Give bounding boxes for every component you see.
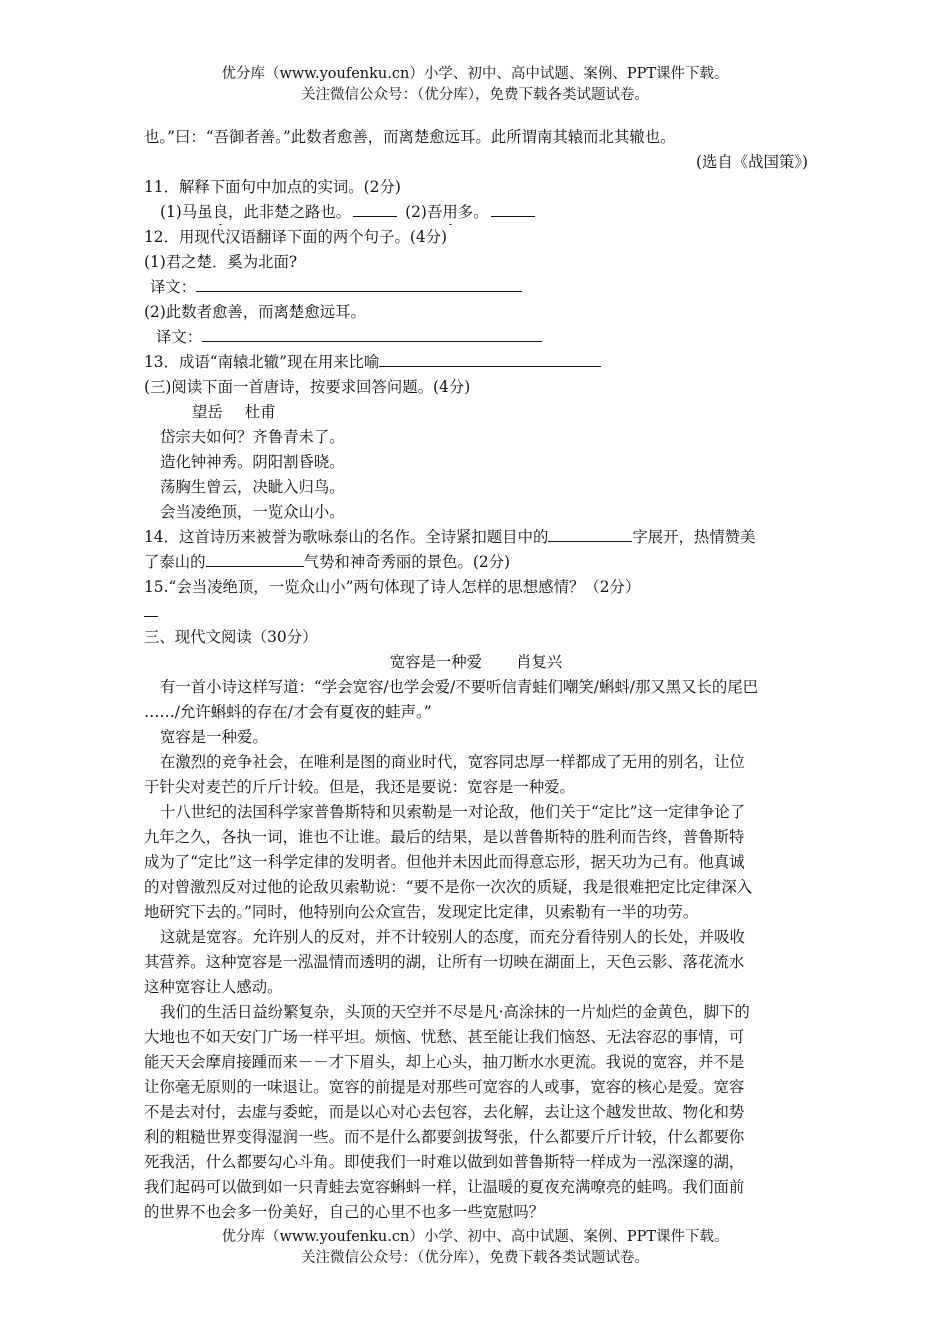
page-footer — [0, 1227, 950, 1269]
poem-line: 会当凌绝顶，一览众山小。 — [160, 503, 345, 521]
essay-line: 利的粗糙世界变得湿润一些。而不是什么都要剑拔弩张，什么都要斤斤计较，什么都要你 — [144, 1128, 745, 1146]
question-13 — [144, 350, 808, 375]
question-14-text-b: 字展开，热情赞美 — [632, 528, 756, 546]
q11-item1-suffix: ，此非楚之路也。 — [228, 203, 352, 221]
question-13-text: 13．成语“南辕北辙”现在用来比喻 — [144, 353, 380, 371]
question-11-items — [144, 200, 808, 225]
poem-section-intro: (三)阅读下面一首唐诗，按要求回答问题。(4分) — [144, 378, 471, 396]
section-3-heading: 三、现代文阅读（30分） — [144, 628, 318, 646]
translation-blank-1[interactable] — [196, 275, 522, 292]
page-header — [0, 64, 950, 106]
poem-author: 杜甫 — [244, 403, 276, 421]
essay-line: 这就是宽容。允许别人的反对，并不计较别人的态度，而充分看待别人的长处，并吸收 — [160, 928, 745, 946]
question-14-blank-2[interactable] — [206, 550, 304, 567]
question-14-line-2 — [144, 550, 808, 575]
q11-item1-dotted-char: 良 — [213, 200, 228, 225]
essay-line: 让你毫无原则的一味退让。宽容的前提是对那些可宽容的人或事，宽容的核心是爱。宽容 — [144, 1078, 745, 1096]
essay-line: 在激烈的竞争社会，在唯利是图的商业时代，宽容同忠厚一样都成了无用的别名，让位 — [160, 753, 745, 771]
essay-line: 这种宽容让人感动。 — [144, 978, 283, 996]
essay-line: 九年之久，各执一词，谁也不让谁。最后的结果，是以普鲁斯特的胜利而告终，普鲁斯特 — [144, 828, 745, 846]
q11-item2-prefix: (2)吾 — [405, 203, 443, 221]
essay-line: 宽容是一种爱。 — [160, 728, 268, 746]
q11-answer-blank-1[interactable] — [353, 200, 397, 217]
essay-line: 于针尖对麦芒的斤斤计较。但是，我还是要说：宽容是一种爱。 — [144, 778, 575, 796]
header-line-2: 关注微信公众号：（优分库），免费下载各类试题试卷。 — [301, 87, 649, 103]
question-14-blank-1[interactable] — [548, 525, 632, 542]
poem-line: 岱宗夫如何？齐鲁青未了。 — [160, 428, 345, 446]
question-15-answer-line — [144, 600, 808, 625]
q11-item1-prefix: (1)马虽 — [160, 203, 213, 221]
essay-title-line — [144, 650, 808, 675]
question-12-sentence-2: (2)此数者愈善，而离楚愈远耳。 — [144, 303, 366, 321]
q11-item2-suffix: 多。 — [457, 203, 489, 221]
essay-line: 死我活，什么都要勾心斗角。即使我们一时难以做到如普鲁斯特一样成为一泓深邃的湖， — [144, 1153, 745, 1171]
essay-line: 地研究下去的。”同时，他特别向公众宣告，发现定比定律，贝索勒有一半的功劳。 — [144, 903, 699, 921]
header-line-1: 优分库（www.youfenku.cn）小学、初中、高中试题、案例、PPT课件下载。 — [221, 66, 729, 82]
question-12-title: 12．用现代汉语翻译下面的两个句子。(4分) — [144, 228, 448, 246]
essay-author: 肖复兴 — [516, 653, 563, 671]
essay-line: 的对曾激烈反对过他的论敌贝索勒说：“要不是你一次次的质疑，我是很难把定比定律深入 — [144, 878, 753, 896]
question-11-title: 11．解释下面句中加点的实词。(2分) — [144, 178, 401, 196]
classical-text-continuation: 也。”曰：“吾御者善。”此数者愈善，而离楚愈远耳。此所谓南其辕而北其辙也。 — [144, 128, 676, 146]
essay-line: 不是去对付，去虚与委蛇，而是以心对心去包容，去化解，去让这个越发世故、物化和势 — [144, 1103, 745, 1121]
question-15: 15.“会当凌绝顶，一览众山小”两句体现了诗人怎样的思想感情？（2分） — [144, 578, 641, 596]
essay-line: 能天天会摩肩接踵而来－－才下眉头，却上心头，抽刀断水水更流。我说的宽容，并不是 — [144, 1053, 745, 1071]
poem-title-line — [144, 400, 808, 425]
essay-line: 我们起码可以做到如一只青蛙去宽容蝌蚪一样，让温暖的夏夜充满嘹亮的蛙鸣。我们面前 — [144, 1178, 745, 1196]
question-15-blank[interactable] — [144, 602, 158, 617]
question-12-translation-2 — [144, 325, 808, 350]
translation-label-1: 译文： — [150, 278, 197, 296]
question-14-text-c: 了泰山的 — [144, 553, 206, 571]
footer-line-1: 优分库（www.youfenku.cn）小学、初中、高中试题、案例、PPT课件下载。 — [221, 1229, 729, 1245]
essay-line: 的世界不也会多一份美好，自己的心里不也多一些宽慰吗？ — [144, 1203, 545, 1221]
essay-line: 有一首小诗这样写道：“学会宽容/也学会爱/不要听信青蛙们嘲笑/蝌蚪/那又黑又长的尾巴 — [160, 678, 759, 696]
poem-title: 望岳 — [192, 403, 223, 421]
q11-answer-blank-2[interactable] — [491, 200, 535, 217]
poem-line: 荡胸生曾云，决眦入归鸟。 — [160, 478, 345, 496]
footer-line-2: 关注微信公众号：（优分库），免费下载各类试题试卷。 — [301, 1250, 649, 1266]
essay-line: ……/允许蝌蚪的存在/才会有夏夜的蛙声。” — [144, 703, 432, 721]
essay-line: 我们的生活日益纷繁复杂，头顶的天空并不尽是凡·高涂抹的一片灿烂的金黄色，脚下的 — [160, 1003, 750, 1021]
essay-line: 其营养。这种宽容是一泓温情而透明的湖，让所有一切映在湖面上，天色云影、落花流水 — [144, 953, 745, 971]
essay-line: 成为了“定比”这一科学定律的发明者。但他并未因此而得意忘形，据天功为己有。他真诚 — [144, 853, 745, 871]
classical-source: (选自《战国策》) — [695, 153, 808, 171]
translation-label-2: 译文： — [156, 328, 203, 346]
question-14-text-a: 14．这首诗历来被誉为歌咏泰山的名作。全诗紧扣题目中的 — [144, 528, 549, 546]
question-14-text-d: 气势和神奇秀丽的景色。(2分) — [303, 553, 511, 571]
poem-line: 造化钟神秀。阴阳割昏晓。 — [160, 453, 345, 471]
essay-line: 十八世纪的法国科学家普鲁斯特和贝索勒是一对论敌，他们关于“定比”这一定律争论了 — [160, 803, 746, 821]
question-12-translation-1 — [144, 275, 808, 300]
q11-item2-dotted-char: 用 — [442, 200, 457, 225]
question-13-blank[interactable] — [379, 350, 601, 367]
question-14-line-1 — [144, 525, 808, 550]
translation-blank-2[interactable] — [202, 325, 542, 342]
document-body — [144, 125, 808, 1225]
essay-title: 宽容是一种爱 — [389, 653, 483, 671]
essay-line: 大地也不如天安门广场一样平坦。烦恼、忧愁、甚至能让我们恼怒、无法容忍的事情，可 — [144, 1028, 745, 1046]
question-12-sentence-1: (1)君之楚．奚为北面? — [144, 253, 298, 271]
